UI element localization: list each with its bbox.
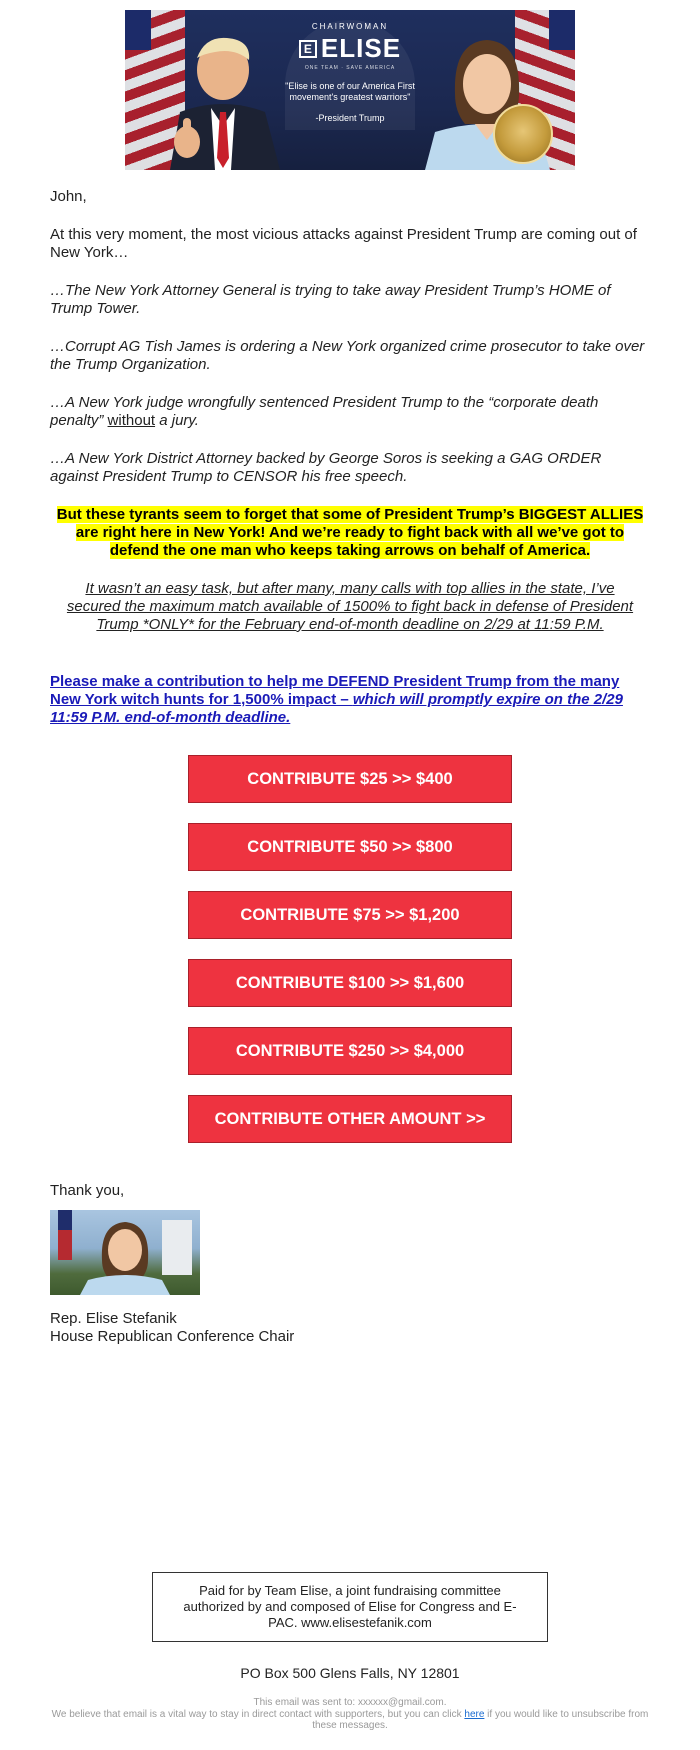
attack3-before: …A New York judge wrongfully sentenced President Trump to the “corporate death penalty” — [50, 394, 599, 429]
contribute-50-button[interactable]: CONTRIBUTE $50 >> $800 — [188, 823, 512, 871]
signoff: Thank you, — [50, 1182, 125, 1199]
attack-paragraph-2: …Corrupt AG Tish James is ordering a New York organized crime prosecutor to take over the Trump Organization. — [50, 338, 645, 373]
sent-to-notice: This email was sent to: xxxxxx@gmail.com. — [253, 1697, 447, 1708]
match-note: It wasn’t an easy task, but after many, many calls with top allies in the state, I’ve secured the maximum match available of 1500% to fight back in defense of President Trump *ONLY* for the February end-of-month deadline on 2/29 at 11:59 P.M. — [66, 580, 634, 633]
attack-paragraph-4: …A New York District Attorney backed by George Soros is seeking a GAG ORDER against President Trump to CENSOR his free speech. — [50, 450, 602, 485]
contribute-100-button[interactable]: CONTRIBUTE $100 >> $1,600 — [188, 959, 512, 1007]
intro-paragraph: At this very moment, the most vicious attacks against President Trump are coming out of New York… — [50, 226, 637, 261]
signature-name: Rep. Elise Stefanik — [50, 1310, 177, 1327]
contribute-link-deadline: which will promptly expire on the 2/29 11:59 P.M. end-of-month deadline. — [50, 691, 623, 726]
signature-photo — [50, 1210, 200, 1295]
unsubscribe-link[interactable]: here — [464, 1709, 485, 1720]
paid-for-disclaimer: Paid for by Team Elise, a joint fundraising committee authorized by and composed of Elise for Congress and E-PAC. www.elisestefanik.com — [152, 1572, 548, 1642]
quote-attribution: -President Trump — [315, 113, 385, 123]
chairwoman-label: CHAIRWOMAN — [311, 22, 389, 31]
signature-title: House Republican Conference Chair — [50, 1328, 295, 1345]
attack-paragraph-3 — [50, 394, 650, 430]
trump-quote: "Elise is one of our America First movement's greatest warriors" — [285, 81, 415, 102]
attack3-underlined: without — [107, 412, 156, 429]
highlighted-paragraph — [50, 506, 650, 560]
contribute-link-main: Please make a contribution to help me DEFEND President Trump from the many New York witch hunts for 1,500% impact – — [50, 673, 620, 708]
greeting: John, — [50, 188, 87, 205]
elise-logo — [280, 33, 420, 64]
unsubscribe-after: if you would like to unsubscribe from these messages. — [312, 1709, 649, 1731]
mailing-address: PO Box 500 Glens Falls, NY 12801 — [240, 1665, 460, 1681]
contribute-25-button[interactable]: CONTRIBUTE $25 >> $400 — [188, 755, 512, 803]
unsubscribe-notice — [50, 1709, 650, 1731]
logo-e-icon: E — [299, 40, 317, 58]
contribute-other-button[interactable]: CONTRIBUTE OTHER AMOUNT >> — [188, 1095, 512, 1143]
stefanik-headshot-icon — [50, 1210, 200, 1295]
contribute-75-button[interactable]: CONTRIBUTE $75 >> $1,200 — [188, 891, 512, 939]
trump-photo — [165, 30, 285, 170]
attack3-after: a jury. — [155, 412, 199, 429]
banner-center-text — [280, 22, 420, 123]
header-banner — [125, 10, 575, 170]
logo-name: ELISE — [320, 33, 402, 63]
logo-tagline: ONE TEAM · SAVE AMERICA — [304, 65, 396, 71]
contribute-link[interactable] — [50, 673, 650, 727]
attack-paragraph-1: …The New York Attorney General is trying to take away President Trump’s HOME of Trump Tower. — [50, 282, 611, 317]
contribute-250-button[interactable]: CONTRIBUTE $250 >> $4,000 — [188, 1027, 512, 1075]
official-trump-endorsement-seal-icon — [493, 104, 553, 164]
unsubscribe-before: We believe that email is a vital way to stay in direct contact with supporters, but you can click — [51, 1709, 465, 1720]
highlighted-text: But these tyrants seem to forget that some of President Trump’s BIGGEST ALLIES are right here in New York! And we’re ready to fight back with all we’ve got to defend the one man who keeps taking arrows on behalf of America. — [56, 506, 644, 559]
